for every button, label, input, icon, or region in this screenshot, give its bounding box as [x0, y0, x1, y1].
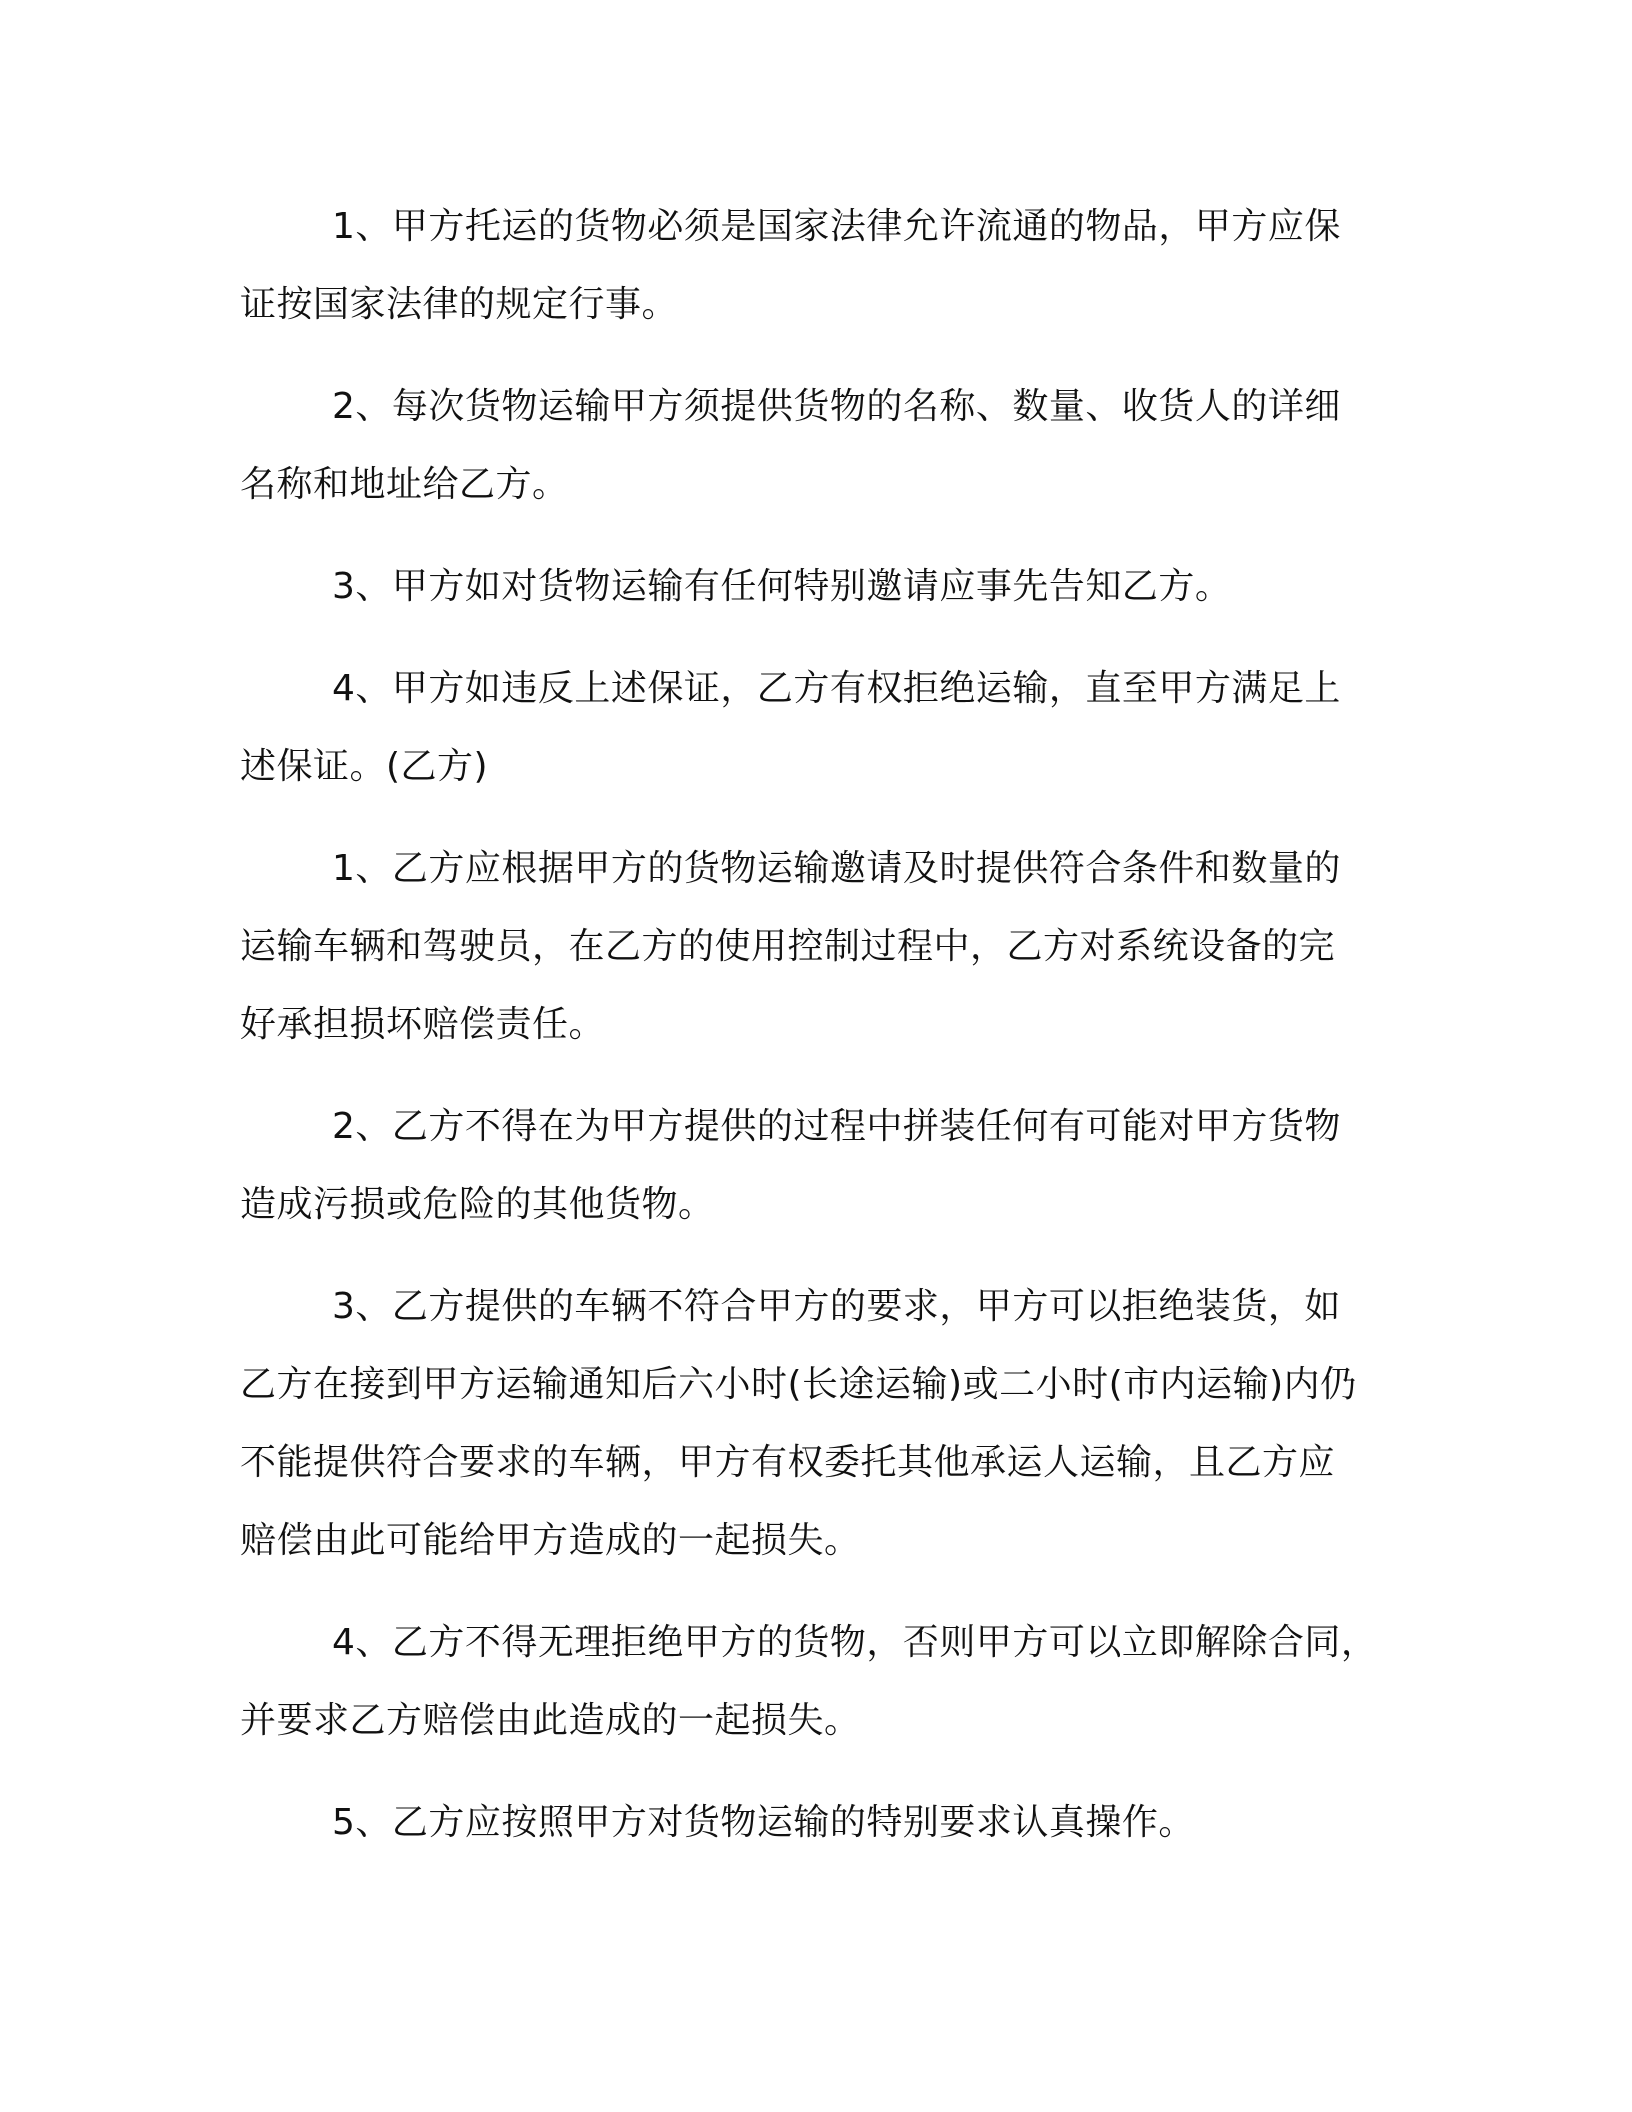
- paragraph-yi-2: [240, 1088, 1380, 1244]
- paragraph-line: 4、乙方不得无理拒绝甲方的货物，否则甲方可以立即解除合同，: [332, 1622, 1378, 1663]
- paragraph-line: 证按国家法律的规定行事。: [240, 284, 679, 325]
- paragraph-line: 2、每次货物运输甲方须提供货物的名称、数量、收货人的详细: [332, 386, 1341, 427]
- paragraph-line: 赔偿由此可能给甲方造成的一起损失。: [240, 1520, 861, 1561]
- paragraph-line: 述保证。(乙方): [240, 746, 489, 787]
- paragraph-yi-5: [240, 1784, 1380, 1862]
- document-body: [240, 188, 1380, 1886]
- paragraph-line: 不能提供符合要求的车辆，甲方有权委托其他承运人运输，且乙方应: [240, 1442, 1336, 1483]
- paragraph-line: 名称和地址给乙方。: [240, 464, 569, 505]
- paragraph-line: 乙方在接到甲方运输通知后六小时(长途运输)或二小时(市内运输)内仍: [240, 1364, 1357, 1405]
- paragraph-jia-1: [240, 188, 1380, 344]
- paragraph-line: 3、甲方如对货物运输有任何特别邀请应事先告知乙方。: [332, 566, 1232, 607]
- paragraph-line: 运输车辆和驾驶员，在乙方的使用控制过程中，乙方对系统设备的完: [240, 926, 1336, 967]
- paragraph-jia-4: [240, 650, 1380, 806]
- paragraph-line: 并要求乙方赔偿由此造成的一起损失。: [240, 1700, 861, 1741]
- paragraph-line: 1、乙方应根据甲方的货物运输邀请及时提供符合条件和数量的: [332, 848, 1341, 889]
- paragraph-line: 好承担损坏赔偿责任。: [240, 1004, 606, 1045]
- paragraph-jia-3: [240, 548, 1380, 626]
- paragraph-yi-4: [240, 1604, 1380, 1760]
- paragraph-line: 4、甲方如违反上述保证，乙方有权拒绝运输，直至甲方满足上: [332, 668, 1341, 709]
- paragraph-line: 造成污损或危险的其他货物。: [240, 1184, 715, 1225]
- paragraph-line: 5、乙方应按照甲方对货物运输的特别要求认真操作。: [332, 1802, 1195, 1843]
- paragraph-jia-2: [240, 368, 1380, 524]
- paragraph-line: 2、乙方不得在为甲方提供的过程中拼装任何有可能对甲方货物: [332, 1106, 1341, 1147]
- paragraph-line: 1、甲方托运的货物必须是国家法律允许流通的物品，甲方应保: [332, 206, 1341, 247]
- paragraph-yi-3: [240, 1268, 1380, 1580]
- paragraph-yi-1: [240, 830, 1380, 1064]
- paragraph-line: 3、乙方提供的车辆不符合甲方的要求，甲方可以拒绝装货，如: [332, 1286, 1341, 1327]
